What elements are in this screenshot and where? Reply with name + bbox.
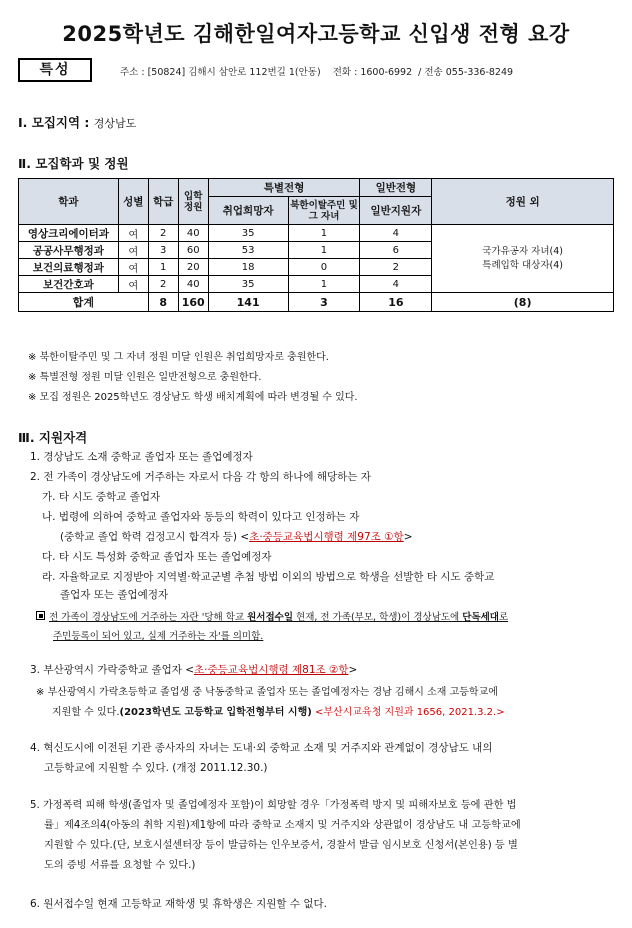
eligibility-item-5-line-1: 5. 가정폭력 피해 학생(졸업자 및 졸업예정자 포함)이 희망할 경우「가정폭력 방지 및 피해자보호 등에 관한 법 (30, 800, 517, 811)
item-3-note-line-2 (52, 703, 505, 718)
header-special: 특별전형 (208, 179, 360, 197)
admission-quota-table (18, 178, 614, 312)
header-job: 취업희망자 (208, 197, 288, 225)
row-job: 53 (208, 242, 288, 259)
item-3-note-b: (2023학년도 고등학교 입학전형부터 시행) (119, 707, 312, 718)
definition-text-d: 단독세대 (462, 612, 499, 623)
item-3-end: > (348, 664, 358, 676)
total-classes: 8 (159, 295, 168, 309)
total-quota: 160 (178, 293, 208, 312)
item-2b-sub-end: > (403, 531, 413, 543)
total-gen: 16 (360, 293, 432, 312)
section-1-heading (18, 113, 136, 131)
row-gen: 2 (360, 259, 432, 276)
eligibility-item-3 (30, 662, 357, 677)
header-extra: 정원 외 (432, 179, 614, 225)
table-row (19, 225, 614, 242)
row-job: 35 (208, 276, 288, 293)
document-title: 2025학년도 김해한일여자고등학교 신입생 전형 요강 (62, 22, 570, 46)
row-gender: 여 (118, 242, 148, 259)
eligibility-item-2d-line-2: 졸업자 또는 졸업예정자 (60, 589, 169, 601)
eligibility-item-2c: 다. 타 시도 특성화 중학교 졸업자 또는 졸업예정자 (42, 551, 272, 563)
header-gen-app: 일반지원자 (360, 197, 432, 225)
row-gender: 여 (118, 276, 148, 293)
row-classes: 2 (148, 225, 178, 242)
row-gen: 6 (360, 242, 432, 259)
row-gen: 4 (360, 225, 432, 242)
section-3-heading: Ⅲ. 지원자격 (18, 430, 88, 445)
eligibility-item-2b-sub (60, 529, 413, 544)
row-quota: 40 (178, 276, 208, 293)
header-dept: 학과 (19, 179, 119, 225)
row-dept: 보건간호과 (19, 276, 119, 293)
item-3-text: 3. 부산광역시 가락중학교 졸업자 < (30, 664, 195, 676)
row-dept: 영상크리에이터과 (19, 225, 119, 242)
row-gen: 4 (360, 276, 432, 293)
definition-text-e: 로 (498, 612, 509, 623)
eligibility-item-2: 2. 전 가족이 경상남도에 거주하는 자로서 다음 각 항의 하나에 해당하는 자 (30, 471, 371, 483)
total-extra: (8) (432, 293, 614, 312)
row-classes: 3 (148, 242, 178, 259)
item-2b-sub-text: (중학교 졸업 학력 검정고시 합격자 등) < (60, 531, 250, 543)
eligibility-item-1: 1. 경상남도 소재 중학교 졸업자 또는 졸업예정자 (30, 451, 253, 463)
school-address: 주소 : [50824] 김해시 삼안로 112번길 1(안동) 전화 : 1600-6992 / 전송 055-336-8249 (120, 67, 514, 78)
row-classes: 1 (148, 259, 178, 276)
section-1-value: 경상남도 (93, 117, 137, 130)
total-classes-cell (148, 293, 178, 312)
school-type-badge: 특성 (18, 58, 92, 82)
header-general: 일반전형 (360, 179, 432, 197)
extra-quota-note (432, 225, 614, 293)
item-3-note-line-1: ※ 부산광역시 가락초등학교 졸업생 중 낙동중학교 졸업자 또는 졸업예정자는 경남 김해시 소재 고등학교에 (36, 687, 498, 698)
eligibility-item-5-line-3: 지원할 수 있다.(단, 보호시설센터장 등이 발급하는 인우보증서, 경찰서 발급 임시보호 신청서(본인용) 등 별 (44, 840, 518, 851)
section-2-heading: Ⅱ. 모집학과 및 정원 (18, 156, 129, 171)
law-reference-link[interactable]: 초·중등교육법시행령 제97조 ①항 (249, 531, 404, 543)
eligibility-item-2a: 가. 타 시도 중학교 졸업자 (42, 491, 161, 503)
residence-definition-line-1 (36, 609, 508, 623)
row-dept: 공공사무행정과 (19, 242, 119, 259)
row-quota: 20 (178, 259, 208, 276)
quota-note-2: ※ 특별전형 정원 미달 인원은 일반전형으로 충원한다. (28, 372, 262, 383)
eligibility-item-2b: 나. 법령에 의하여 중학교 졸업자와 동등의 학력이 있다고 인정하는 자 (42, 511, 360, 523)
row-nk: 1 (288, 276, 360, 293)
definition-text-c: 현재, 전 가족(부모, 학생)이 경상남도에 (293, 612, 463, 623)
item-3-note-c: <부산시교육청 지원과 1656, 2021.3.2.> (315, 707, 505, 718)
row-gender: 여 (118, 259, 148, 276)
row-gender: 여 (118, 225, 148, 242)
square-bullet-icon (36, 611, 45, 620)
table-total-row (19, 293, 614, 312)
eligibility-item-4-line-1: 4. 혁신도시에 이전된 기관 종사자의 자녀는 도내·외 중학교 소재 및 거주지와 관계없이 경상남도 내의 (30, 742, 493, 754)
quota-note-1: ※ 북한이탈주민 및 그 자녀 정원 미달 인원은 취업희망자로 충원한다. (28, 352, 329, 363)
row-nk: 0 (288, 259, 360, 276)
row-job: 35 (208, 225, 288, 242)
eligibility-item-6: 6. 원서접수일 현재 고등학교 재학생 및 휴학생은 지원할 수 없다. (30, 898, 327, 910)
row-quota: 60 (178, 242, 208, 259)
total-job: 141 (208, 293, 288, 312)
total-nk: 3 (288, 293, 360, 312)
row-dept: 보건의료행정과 (19, 259, 119, 276)
header-classes: 학급 (148, 179, 178, 225)
header-nk: 북한이탈주민 및 그 자녀 (288, 197, 360, 225)
definition-text-b: 원서접수일 (247, 612, 294, 623)
definition-text-a: 전 가족이 경상남도에 거주하는 자란 '당해 학교 (49, 612, 248, 623)
law-reference-link[interactable]: 초·중등교육법시행령 제81조 ②항 (194, 664, 349, 676)
residence-definition-line-2: 주민등록이 되어 있고, 실제 거주하는 자'를 의미함. (53, 631, 264, 642)
header-quota: 입학 정원 (178, 179, 208, 225)
total-label: 합계 (19, 293, 149, 312)
eligibility-item-2d-line-1: 라. 자율학교로 지정받아 지역별·학교군별 추첨 방법 이외의 방법으로 학생을 선발한 타 시도 중학교 (42, 571, 495, 583)
quota-note-3: ※ 모집 정원은 2025학년도 경상남도 학생 배치계획에 따라 변경될 수 있다. (28, 392, 358, 403)
eligibility-item-5-line-4: 도의 증빙 서류를 요청할 수 있다.) (44, 860, 196, 871)
row-nk: 1 (288, 242, 360, 259)
eligibility-item-5-line-2: 률」제4조의4(아동의 취학 지원)제1항에 따라 중학교 소재지 및 거주지와 상관없이 경상남도 내 고등학교에 (44, 820, 521, 831)
row-quota: 40 (178, 225, 208, 242)
row-nk: 1 (288, 225, 360, 242)
eligibility-item-4-line-2: 고등학교에 지원할 수 있다. (개정 2011.12.30.) (44, 762, 268, 774)
extra-note-line-2: 특례입학 대상자(4) (482, 259, 563, 271)
item-3-note-a: 지원할 수 있다. (52, 707, 120, 718)
header-gender: 성별 (118, 179, 148, 225)
extra-note-line-1: 국가유공자 자녀(4) (482, 245, 563, 257)
section-1-label: Ⅰ. 모집지역 : (18, 115, 90, 130)
row-job: 18 (208, 259, 288, 276)
row-classes: 2 (148, 276, 178, 293)
